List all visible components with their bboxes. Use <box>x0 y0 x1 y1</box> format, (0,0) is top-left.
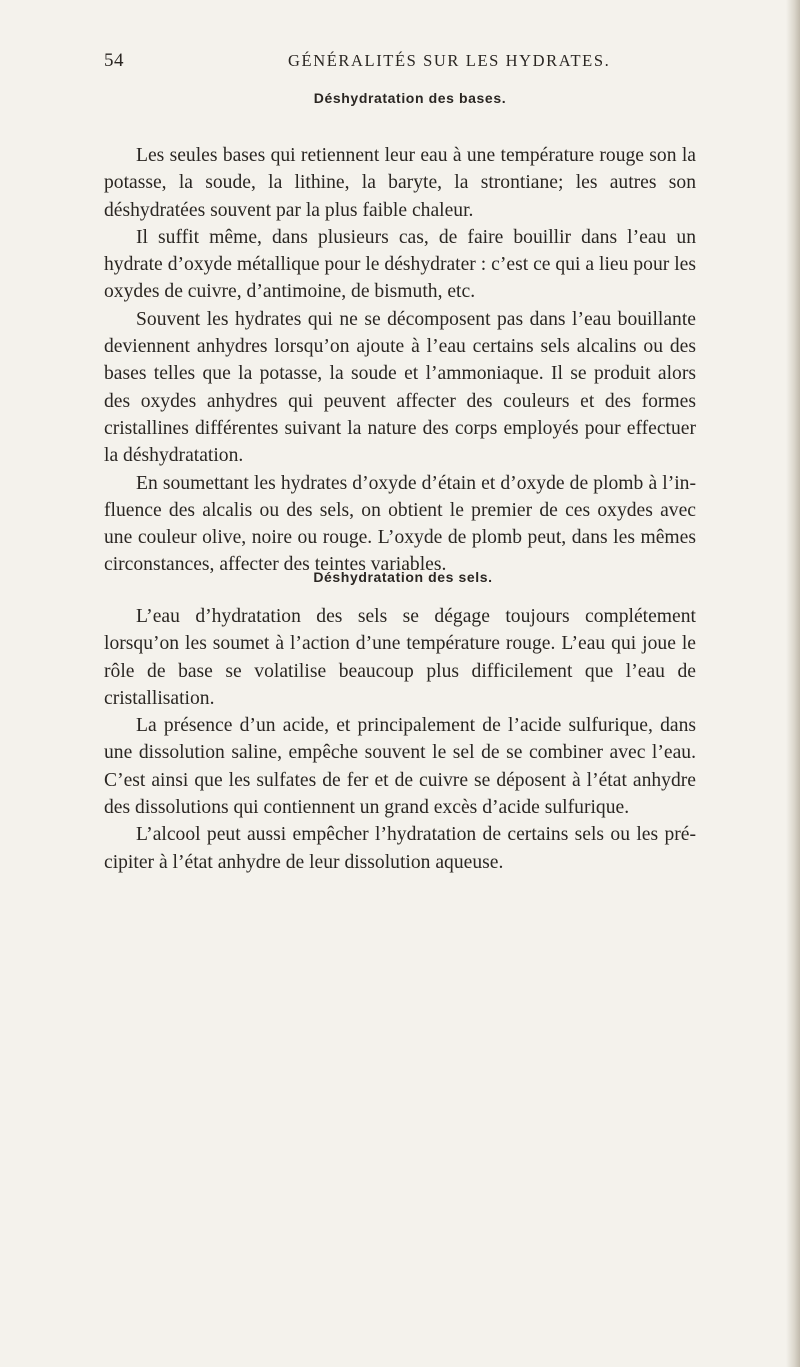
paragraph: En soumettant les hydrates d’oxyde d’étain et d’oxyde de plomb à l’influence des alcalis ou des sels, on obtient le premier de ces oxydes avec une couleur olive, noire ou rouge. L’oxyde de plomb peut, dans les mêmes circonstances, affecter des teintes variables. <box>104 472 696 576</box>
section-heading-bases: Déshydratation des bases. <box>313 90 507 106</box>
paragraph: La présence d’un acide, et principalement de l’acide sulfurique, dans une dissolution saline, empêche souvent le sel de se combiner avec l’eau. C’est ainsi que les sulfates de fer et de cuivre se déposent à l’état anhydre des dissolutions qui contiennent un grand excès d’acide sulfurique. <box>104 715 696 819</box>
paragraph: L’alcool peut aussi empêcher l’hydratation de certains sels ou les précipiter à l’état anhydre de leur dissolution aqueuse. <box>104 824 696 873</box>
paragraph: Il suffit même, dans plusieurs cas, de faire bouillir dans l’eau un hydrate d’oxyde métallique pour le déshydrater : c’est ce qui a lieu pour les oxydes de cuivre, d’antimoine, de bismuth, etc. <box>104 226 696 303</box>
running-head <box>104 50 704 76</box>
page-edge-shadow <box>786 0 800 1367</box>
running-title: GÉNÉRALITÉS SUR LES HYDRATES. <box>288 51 611 70</box>
page-number: 54 <box>104 50 124 71</box>
section-heading-sels: Déshydratation des sels. <box>313 569 493 585</box>
section-body-sels <box>104 603 696 876</box>
paragraph: Souvent les hydrates qui ne se décomposent pas dans l’eau bouillante deviennent anhydres lorsqu’on ajoute à l’eau certains sels alcalins ou des bases telles que la potasse, la soude et l’ammoniaque. Il se produit alors des oxydes anhydres qui peuvent affecter des couleurs et des formes cristallines différentes suivant la nature des corps employés pour effectuer la déshydratation. <box>104 308 696 467</box>
section-body-bases <box>104 142 696 579</box>
paragraph: L’eau d’hydratation des sels se dégage toujours complétement lorsqu’on les soumet à l’action d’une température rouge. L’eau qui joue le rôle de base se volatilise beaucoup plus difficilement que l’eau de cristallisation. <box>104 606 696 709</box>
paragraph: Les seules bases qui retiennent leur eau à une température rouge son la potasse, la soude, la lithine, la baryte, la strontiane; les autres son déshydratées souvent par la plus faible chaleur. <box>104 145 696 221</box>
